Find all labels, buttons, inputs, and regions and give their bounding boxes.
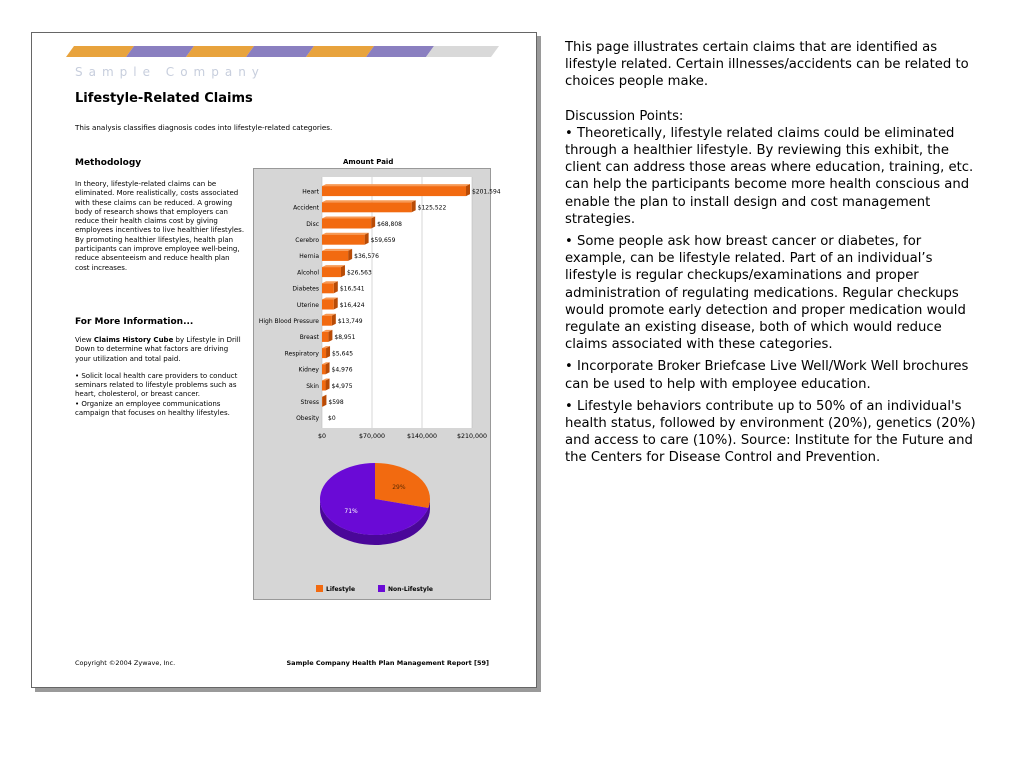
more-info-post: by Lifestyle in Drill Down to determine what factors are driving your utilization and total paid. [75, 336, 241, 363]
x-tick-label: $140,000 [406, 433, 438, 440]
banner-segment [66, 46, 134, 57]
bar-side [412, 200, 416, 212]
bullet-communications: • Organize an employee communications campaign that focuses on healthy lifestyles. [75, 399, 230, 418]
chart-panel [253, 168, 501, 600]
bar-respiratory [322, 348, 326, 358]
category-label: Uterine [296, 301, 319, 309]
report-footer: Sample Company Health Plan Management Report [59] [286, 659, 489, 667]
claims-history-cube-link: Claims History Cube [93, 336, 174, 344]
value-label: $598 [328, 399, 344, 406]
bar-kidney [322, 364, 326, 374]
page-subtitle: This analysis classifies diagnosis codes into lifestyle-related categories. [75, 123, 333, 132]
value-label: $59,659 [370, 237, 396, 244]
bar-top [322, 200, 416, 202]
category-label: Heart [302, 188, 319, 196]
copyright: Copyright ©2004 Zywave, Inc. [75, 659, 176, 667]
discussion-point-3: • Incorporate Broker Briefcase Live Well/Work Well brochures can be used to help with employee education. [565, 359, 969, 392]
banner-segment [366, 46, 434, 57]
value-label: $13,749 [337, 318, 363, 325]
chart-title: Amount Paid [343, 158, 394, 166]
bar-side [348, 249, 352, 261]
bar-side [334, 281, 338, 293]
company-name: Sample Company [75, 65, 265, 79]
discussion-point-1: • Theoretically, lifestyle related claims could be eliminated through a healthier lifestyle. By reviewing this exhibit, the client can address those areas where education, training, etc. can help the participants become more health conscious and enable the plan to install design and cost management strategies. [565, 125, 974, 227]
banner-segment [186, 46, 254, 57]
value-label: $0 [328, 415, 336, 423]
category-label: Alcohol [297, 269, 319, 277]
bar-disc [322, 219, 371, 229]
x-tick-label: $70,000 [358, 433, 386, 440]
pie-percent-label: 71% [344, 508, 358, 516]
methodology-heading: Methodology [75, 158, 142, 168]
category-label: Stress [300, 399, 319, 406]
legend-swatch [378, 585, 385, 592]
value-label: $26,563 [346, 269, 372, 277]
category-label: Kidney [298, 366, 319, 374]
bar-side [466, 184, 470, 196]
bar-top [322, 184, 470, 186]
bar-hernia [322, 251, 348, 261]
value-label: $4,976 [331, 366, 353, 374]
legend-label: Non-Lifestyle [388, 586, 433, 593]
page-title: Lifestyle-Related Claims [75, 91, 253, 106]
category-label: Hernia [299, 253, 319, 261]
banner-segment [306, 46, 374, 57]
category-label: Disc [306, 220, 319, 228]
bar-side [326, 362, 330, 374]
bar-side [365, 233, 369, 245]
banner-segment [126, 46, 194, 57]
bar-side [341, 265, 345, 277]
category-label: Accident [293, 204, 319, 212]
notes-intro: This page illustrates certain claims that are identified as lifestyle related. Certain illnesses/accidents can be related to choices people make. [565, 40, 969, 90]
pie-chart [320, 463, 430, 545]
bullet-seminars: • Solicit local health care providers to conduct seminars related to lifestyle problems such as heart, cholesterol, or breast cancer. [75, 371, 238, 399]
discussion-point-4: • Lifestyle behaviors contribute up to 50% of an individual's health status, followed by environment (20%), genetics (20%) and access to care (10%). Source: Institute for the Future and the Centers for Disease Control and Prevention. [565, 398, 976, 466]
bar-uterine [322, 300, 334, 310]
banner-segment [426, 46, 499, 57]
value-label: $16,424 [339, 301, 365, 309]
bar-heart [322, 186, 466, 196]
bar-high-blood-pressure [322, 316, 332, 326]
x-tick-label: $0 [317, 433, 327, 440]
pie-percent-label: 29% [392, 483, 406, 491]
category-label: High Blood Pressure [258, 318, 319, 325]
value-label: $125,522 [417, 204, 447, 212]
bar-top [322, 265, 345, 267]
more-info-pre: View [75, 336, 94, 344]
discussion-point-2: • Some people ask how breast cancer or diabetes, for example, can be lifestyle related. Part of an individual’s lifestyle is regular checkups/examinations and proper administration of regulating medications. Regular checkups would promote early detection and proper medication would regulate an existing disease, both of which would reduce claims associated with these categories. [565, 234, 966, 353]
bar-alcohol [322, 267, 341, 277]
bar-top [322, 249, 352, 251]
value-label: $16,541 [339, 285, 365, 293]
bar-skin [322, 381, 326, 391]
more-info-heading: For More Information... [75, 317, 194, 327]
claims-chart [254, 169, 501, 601]
color-banner [74, 46, 491, 57]
category-label: Cerebro [295, 237, 319, 244]
bar-top [322, 233, 369, 235]
category-label: Breast [299, 334, 319, 342]
bar-side [328, 330, 332, 342]
more-info-text [75, 336, 245, 418]
methodology-text: In theory, lifestyle-related claims can be eliminated. More realistically, costs associated with these claims can be reduced. A growing body of research shows that employers can reduce their health claims cost by giving employees incentives to live healthier lifestyles. By promoting healthier lifestyles, health plan participants can improve employee well-being, reduce absenteeism and reduce health plan cost increases. [75, 180, 245, 272]
value-label: $68,808 [377, 220, 402, 228]
bar-side [332, 314, 336, 326]
value-label: $36,576 [354, 253, 379, 261]
legend-label: Lifestyle [326, 586, 356, 593]
legend-swatch [316, 585, 323, 592]
value-label: $5,645 [332, 350, 354, 358]
bar-accident [322, 202, 412, 212]
value-label: $4,975 [331, 382, 353, 390]
bar-diabetes [322, 283, 334, 293]
bar-side [326, 346, 330, 358]
bar-side [326, 379, 330, 391]
speaker-notes [565, 39, 983, 472]
category-label: Obesity [296, 415, 319, 423]
category-label: Diabetes [292, 285, 319, 293]
discussion-heading: Discussion Points: [565, 108, 684, 124]
bar-top [322, 217, 375, 219]
bar-side [322, 395, 326, 407]
value-label: $8,951 [334, 334, 356, 342]
bar-breast [322, 332, 328, 342]
value-label: $201,594 [471, 188, 501, 196]
category-label: Respiratory [284, 350, 319, 358]
banner-segment [246, 46, 314, 57]
report-page [31, 32, 537, 688]
category-label: Skin [306, 382, 319, 390]
x-tick-label: $210,000 [456, 433, 488, 440]
bar-side [371, 217, 375, 229]
bar-side [334, 298, 338, 310]
bar-cerebro [322, 235, 365, 245]
